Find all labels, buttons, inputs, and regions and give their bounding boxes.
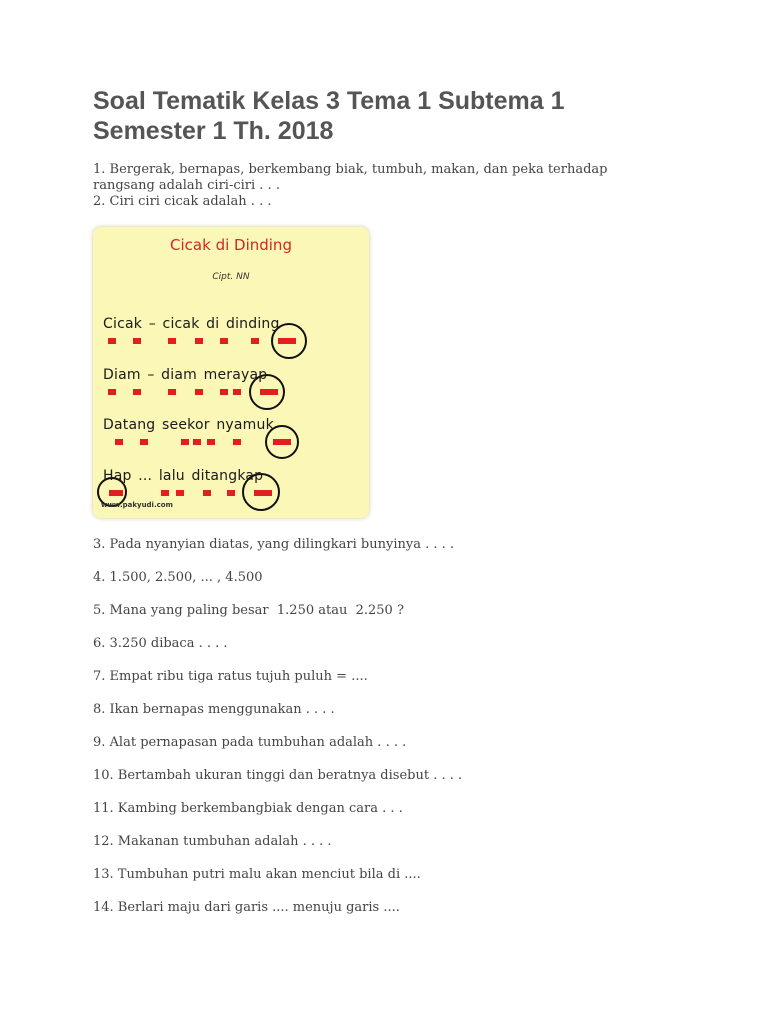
rhythm-dash-line2-2 <box>133 389 141 395</box>
rhythm-dash-line3-6 <box>233 439 241 445</box>
question-2: 2. Ciri ciri cicak adalah . . . <box>93 194 272 209</box>
song-lyric-line-3: Datang seekor nyamuk <box>103 417 274 433</box>
question-10: 10. Bertambah ukuran tinggi dan beratnya disebut . . . . <box>93 768 463 783</box>
question-4: 4. 1.500, 2.500, ... , 4.500 <box>93 570 263 585</box>
question-9: 9. Alat pernapasan pada tumbuhan adalah . . . . <box>93 735 407 750</box>
song-image <box>93 227 369 518</box>
rhythm-dash-line2-5 <box>220 389 228 395</box>
question-list <box>93 537 693 933</box>
page-title <box>93 86 713 146</box>
question-3: 3. Pada nyanyian diatas, yang dilingkari bunyinya . . . . <box>93 537 455 552</box>
rhythm-dash-line1-2 <box>133 338 141 344</box>
rhythm-dash-line3-5 <box>207 439 215 445</box>
rhythm-dash-line1-3 <box>168 338 176 344</box>
song-lyric-line-4: Hap ... lalu ditangkap <box>103 468 264 484</box>
intro-questions <box>93 162 653 210</box>
rhythm-dash-line2-6 <box>233 389 241 395</box>
page-title-line-1: Soal Tematik Kelas 3 Tema 1 Subtema 1 <box>93 87 565 115</box>
question-7: 7. Empat ribu tiga ratus tujuh puluh = .... <box>93 669 368 684</box>
rhythm-dash-line3-4 <box>193 439 201 445</box>
question-1: 1. Bergerak, bernapas, berkembang biak, tumbuh, makan, dan peka terhadap rangsang adalah ciri-ciri . . . <box>93 162 608 193</box>
rhythm-dash-line1-5 <box>220 338 228 344</box>
question-13: 13. Tumbuhan putri malu akan menciut bila di .... <box>93 867 421 882</box>
song-lyric-line-1: Cicak – cicak di dinding <box>103 316 280 332</box>
question-8: 8. Ikan bernapas menggunakan . . . . <box>93 702 335 717</box>
website-watermark: www.pakyudi.com <box>101 501 173 509</box>
rhythm-dash-line4-1 <box>109 490 123 496</box>
rhythm-dash-line4-5 <box>227 490 235 496</box>
question-11: 11. Kambing berkembangbiak dengan cara . . . <box>93 801 403 816</box>
rhythm-dash-line1-6 <box>251 338 259 344</box>
rhythm-dash-line2-1 <box>108 389 116 395</box>
rhythm-dash-line4-2 <box>161 490 169 496</box>
rhythm-dash-line1-7 <box>278 338 296 344</box>
rhythm-dash-line4-3 <box>176 490 184 496</box>
rhythm-dash-line2-4 <box>195 389 203 395</box>
rhythm-dash-line3-1 <box>115 439 123 445</box>
rhythm-dash-line3-2 <box>140 439 148 445</box>
rhythm-dash-line2-7 <box>260 389 278 395</box>
song-credit: Cipt. NN <box>212 272 250 282</box>
page-title-line-2: Semester 1 Th. 2018 <box>93 117 334 145</box>
rhythm-dash-line1-4 <box>195 338 203 344</box>
question-6: 6. 3.250 dibaca . . . . <box>93 636 228 651</box>
rhythm-dash-line2-3 <box>168 389 176 395</box>
question-12: 12. Makanan tumbuhan adalah . . . . <box>93 834 332 849</box>
rhythm-dash-line3-7 <box>273 439 291 445</box>
rhythm-dash-line4-4 <box>203 490 211 496</box>
song-lyric-line-2: Diam – diam merayap <box>103 367 268 383</box>
song-title: Cicak di Dinding <box>170 236 292 254</box>
rhythm-dash-line4-6 <box>254 490 272 496</box>
question-5: 5. Mana yang paling besar 1.250 atau 2.250 ? <box>93 603 404 618</box>
question-14: 14. Berlari maju dari garis .... menuju garis .... <box>93 900 400 915</box>
rhythm-dash-line3-3 <box>181 439 189 445</box>
rhythm-dash-line1-1 <box>108 338 116 344</box>
